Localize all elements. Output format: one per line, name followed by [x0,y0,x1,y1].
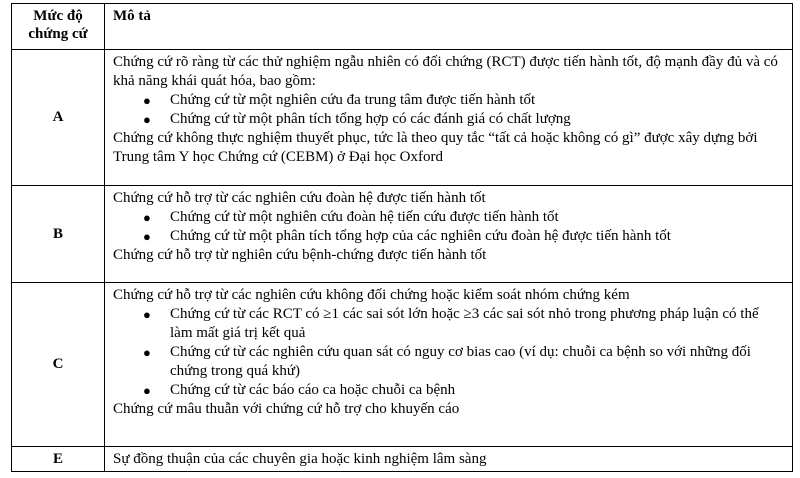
level-c-description [105,283,793,447]
evidence-level-table-page [11,3,792,475]
level-c-cell: C [12,283,105,447]
table-row-level-a [12,50,793,186]
table-row-level-e [12,447,793,472]
level-a-outro: Chứng cứ không thực nghiệm thuyết phục, tức là theo quy tắc “tất cả hoặc không có gì” được xây dựng bởi Trung tâm Y học Chứng cứ (CEBM) ở Đại học Oxford [113,130,758,165]
list-item: ● Chứng cứ từ các nghiên cứu quan sát có nguy cơ bias cao (ví dụ: chuỗi ca bệnh so với những đối chứng trong quá khứ) [143,344,751,379]
level-a-intro: Chứng cứ rõ ràng từ các thử nghiệm ngẫu nhiên có đối chứng (RCT) được tiến hành tốt, độ mạnh đầy đủ và có khả năng khái quát hóa, bao gồm: [113,54,778,89]
bullet-icon: ● [143,345,151,360]
level-b-cell: B [12,186,105,283]
level-e-cell: E [12,447,105,472]
bullet-icon: ● [143,93,151,108]
table-row-level-c [12,283,793,447]
table-header-row [12,4,793,50]
bullet-icon: ● [143,210,151,225]
list-item: ● Chứng cứ từ một phân tích tổng hợp của các nghiên cứu đoàn hệ được tiến hành tốt [143,228,671,244]
list-item: ● Chứng cứ từ một nghiên cứu đoàn hệ tiến cứu được tiến hành tốt [143,209,559,225]
level-b-description [105,186,793,283]
header-level-cell [12,4,105,50]
evidence-level-table [11,3,793,472]
header-level-line1: Mức độ [33,8,83,24]
header-level-line2: chứng cứ [28,26,88,42]
bullet-icon: ● [143,383,151,398]
level-e-intro: Sự đồng thuận của các chuyên gia hoặc kinh nghiệm lâm sàng [113,451,487,467]
list-item: ● Chứng cứ từ các RCT có ≥1 các sai sót lớn hoặc ≥3 các sai sót nhỏ trong phương pháp luận có thể làm mất giá trị kết quả [143,306,759,341]
list-item: ● Chứng cứ từ các báo cáo ca hoặc chuỗi ca bệnh [143,382,456,398]
level-b-outro: Chứng cứ hỗ trợ từ nghiên cứu bệnh-chứng được tiến hành tốt [113,247,487,263]
level-e-description [105,447,793,472]
bullet-icon: ● [143,229,151,244]
level-c-outro: Chứng cứ mâu thuẫn với chứng cứ hỗ trợ cho khuyến cáo [113,401,460,417]
table-row-level-b [12,186,793,283]
level-a-cell: A [12,50,105,186]
bullet-icon: ● [143,112,151,127]
level-b-intro: Chứng cứ hỗ trợ từ các nghiên cứu đoàn hệ được tiến hành tốt [113,190,486,206]
bullet-icon: ● [143,307,151,322]
level-a-bullet-list [113,91,784,129]
list-item: ● Chứng cứ từ một nghiên cứu đa trung tâm được tiến hành tốt [143,92,536,108]
header-description-cell: Mô tả [105,4,793,50]
level-c-bullet-list [113,305,784,400]
list-item: ● Chứng cứ từ một phân tích tổng hợp có các đánh giá có chất lượng [143,111,571,127]
level-a-description [105,50,793,186]
level-c-intro: Chứng cứ hỗ trợ từ các nghiên cứu không đối chứng hoặc kiểm soát nhóm chứng kém [113,287,630,303]
level-b-bullet-list [113,208,784,246]
